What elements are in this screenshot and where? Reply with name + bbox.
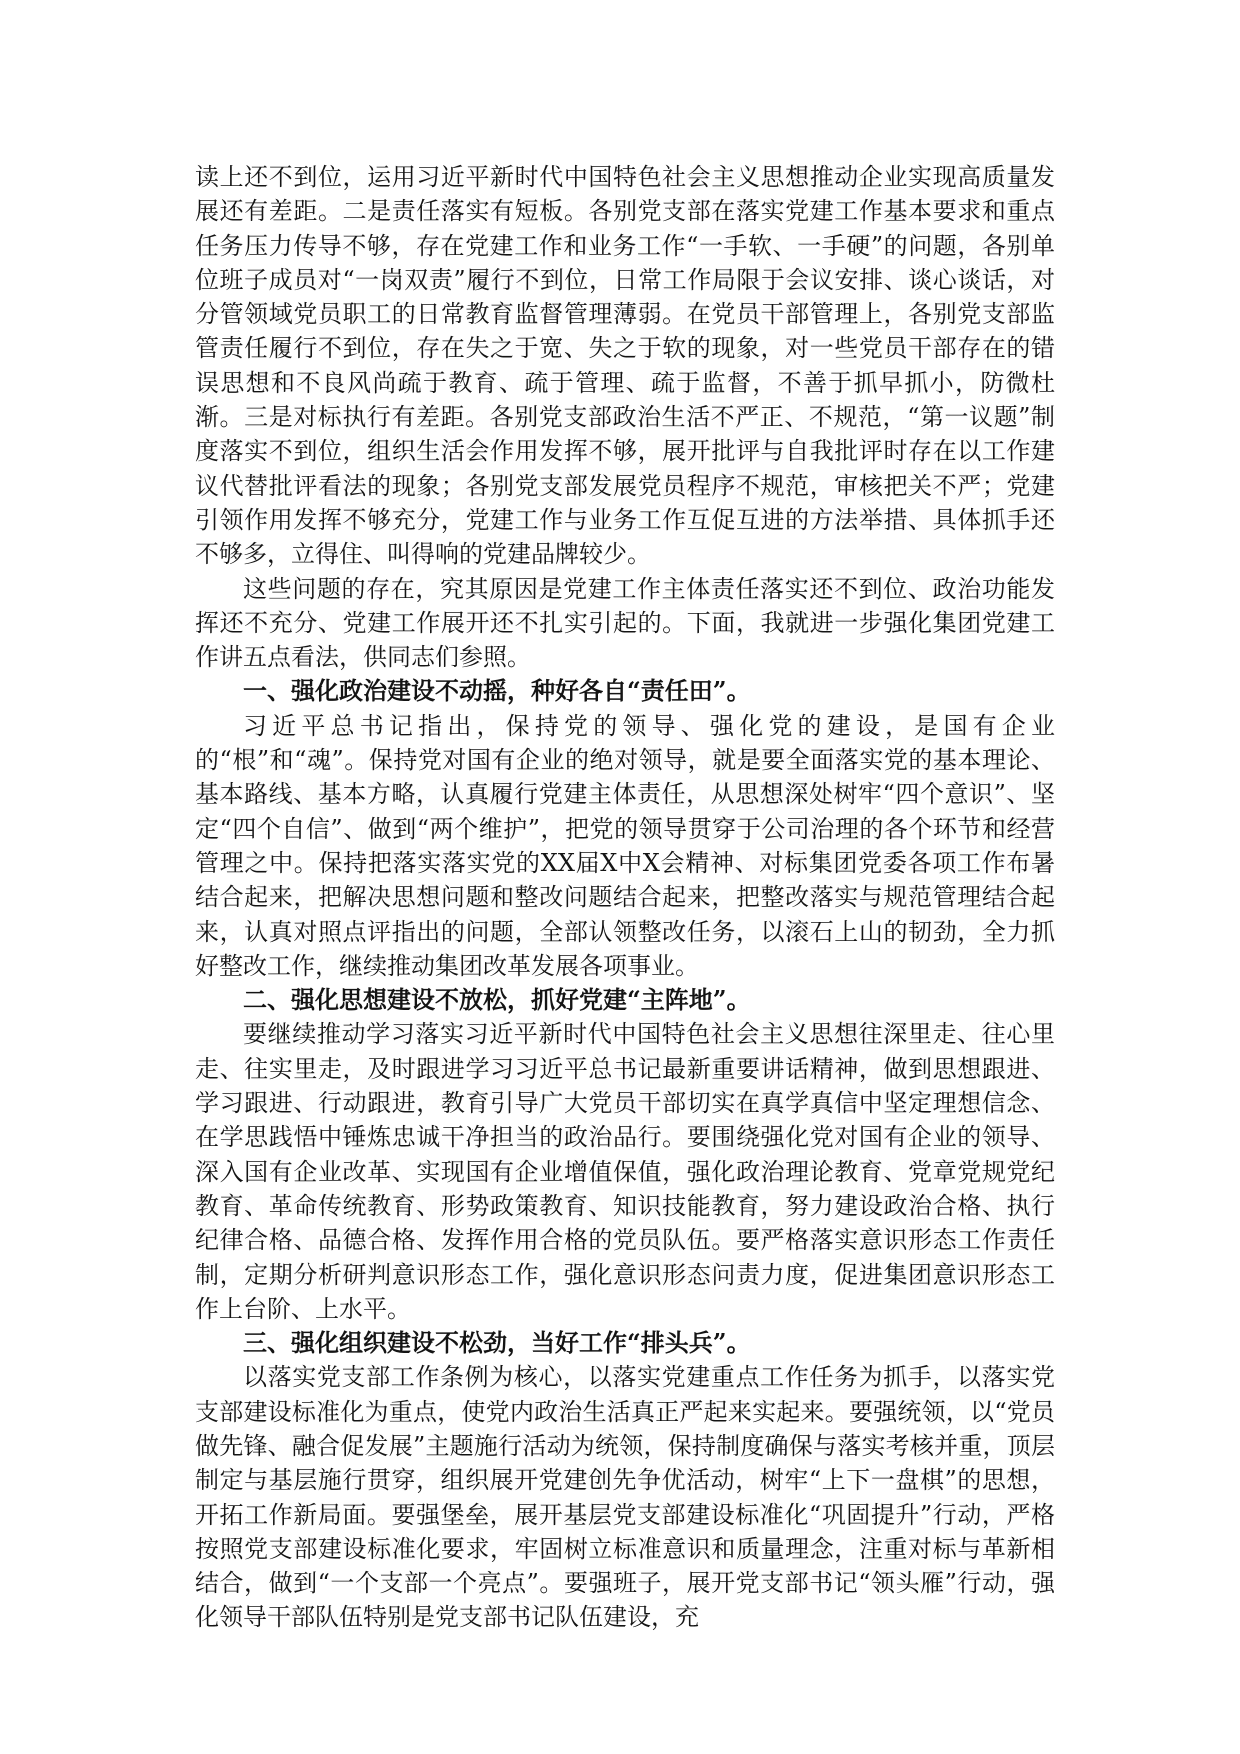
- body-paragraph: 这些问题的存在，究其原因是党建工作主体责任落实还不到位、政治功能发挥还不充分、党建工作展开还不扎实引起的。下面，我就进一步强化集团党建工作讲五点看法，供同志们参照。: [195, 574, 1055, 672]
- body-paragraph: 要继续推动学习落实习近平新时代中国特色社会主义思想往深里走、往心里走、往实里走，及时跟进学习习近平总书记最新重要讲话精神，做到思想跟进、学习跟进、行动跟进，教育引导广大党员干部切实在真学真信中坚定理想信念、在学思践悟中锤炼忠诚干净担当的政治品行。要围绕强化党对国有企业的领导、深入国有企业改革、实现国有企业增值保值，强化政治理论教育、党章党规党纪教育、革命传统教育、形势政策教育、知识技能教育，努力建设政治合格、执行纪律合格、品德合格、发挥作用合格的党员队伍。要严格落实意识形态工作责任制，定期分析研判意识形态工作，强化意识形态问责力度，促进集团意识形态工作上台阶、上水平。: [195, 1020, 1055, 1323]
- body-paragraph: 以落实党支部工作条例为核心，以落实党建重点工作任务为抓手，以落实党支部建设标准化为重点，使党内政治生活真正严起来实起来。要强统领，以“党员做先锋、融合促发展”主题施行活动为统领，保持制度确保与落实考核并重，顶层制定与基层施行贯穿，组织展开党建创先争优活动，树牢“上下一盘棋”的思想，开拓工作新局面。要强堡垒，展开基层党支部建设标准化“巩固提升”行动，严格按照党支部建设标准化要求，牢固树立标准意识和质量理念，注重对标与革新相结合，做到“一个支部一个亮点”。要强班子，展开党支部书记“领头雁”行动，强化领导干部队伍特别是党支部书记队伍建设，充: [195, 1363, 1055, 1632]
- document-page: [195, 160, 1055, 1635]
- section-heading: 二、强化思想建设不放松，抓好党建“主阵地”。: [243, 985, 751, 1015]
- section-heading: 三、强化组织建设不松劲，当好工作“排头兵”。: [243, 1328, 751, 1358]
- body-paragraph: 习近平总书记指出，保持党的领导、强化党的建设，是国有企业的“根”和“魂”。保持党对国有企业的绝对领导，就是要全面落实党的基本理论、基本路线、基本方略，认真履行党建主体责任，从思想深处树牢“四个意识”、坚定“四个自信”、做到“两个维护”，把党的领导贯穿于公司治理的各个环节和经营管理之中。保持把落实落实党的XX届X中X会精神、对标集团党委各项工作布暑结合起来，把解决思想问题和整改问题结合起来，把整改落实与规范管理结合起来，认真对照点评指出的问题，全部认领整改任务，以滚石上山的韧劲，全力抓好整改工作，继续推动集团改革发展各项事业。: [195, 711, 1055, 980]
- section-heading: 一、强化政治建设不动摇，种好各自“责任田”。: [243, 676, 751, 706]
- body-paragraph: 读上还不到位，运用习近平新时代中国特色社会主义思想推动企业实现高质量发展还有差距。二是责任落实有短板。各别党支部在落实党建工作基本要求和重点任务压力传导不够，存在党建工作和业务工作“一手软、一手硬”的问题，各别单位班子成员对“一岗双责”履行不到位，日常工作局限于会议安排、谈心谈话，对分管领域党员职工的日常教育监督管理薄弱。在党员干部管理上，各别党支部监管责任履行不到位，存在失之于宽、失之于软的现象，对一些党员干部存在的错误思想和不良风尚疏于教育、疏于管理、疏于监督，不善于抓早抓小，防微杜渐。三是对标执行有差距。各别党支部政治生活不严正、不规范，“第一议题”制度落实不到位，组织生活会作用发挥不够，展开批评与自我批评时存在以工作建议代替批评看法的现象；各别党支部发展党员程序不规范，审核把关不严；党建引领作用发挥不够充分，党建工作与业务工作互促互进的方法举措、具体抓手还不够多，立得住、叫得响的党建品牌较少。: [195, 163, 1055, 569]
